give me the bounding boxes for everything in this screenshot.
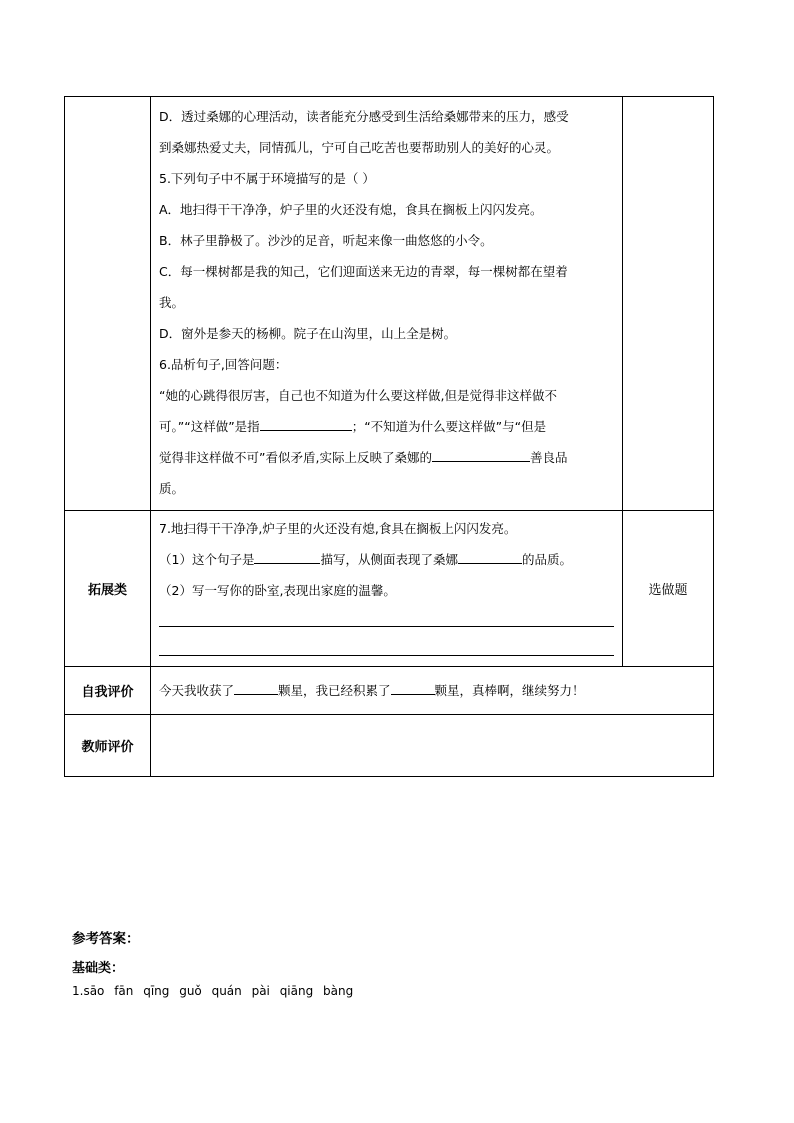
answer-blank[interactable] (254, 549, 320, 564)
table-row (65, 667, 714, 715)
text-line: 到桑娜热爱丈夫，同情孤儿，宁可自己吃苦也要帮助别人的美好的心灵。 (159, 140, 560, 155)
option-a: A．地扫得干干净净，炉子里的火还没有熄，食具在搁板上闪闪发亮。 (159, 202, 543, 217)
option-c: C．每一棵树都是我的知己，它们迎面送来无边的青翠，每一棵树都在望着 (159, 264, 568, 279)
writing-line[interactable] (159, 626, 614, 627)
category-label: 自我评价 (65, 667, 151, 715)
content-cell (151, 667, 714, 715)
answer-section (72, 928, 353, 1002)
category-label: 教师评价 (65, 715, 151, 777)
teacher-evaluation-cell[interactable] (151, 715, 714, 777)
answer-blank[interactable] (234, 680, 278, 695)
category-label: 拓展类 (65, 511, 151, 667)
quote-line: “她的心跳得很厉害，自己也不知道为什么要这样做,但是觉得非这样做不 (159, 388, 557, 403)
answer-blank[interactable] (260, 416, 352, 431)
q6-line-2: 可。”“这样做”是指 ；“不知道为什么要这样做”与“但是 (159, 411, 614, 442)
answer-item: 1.sāo fān qīng guǒ quán pài qiāng bàng (72, 984, 354, 998)
option-d: D．窗外是参天的杨柳。院子在山沟里，山上全是树。 (159, 326, 457, 341)
content-cell (151, 511, 623, 667)
note-cell-empty (623, 97, 714, 511)
writing-line[interactable] (159, 655, 614, 656)
answers-section-title: 基础类： (72, 961, 125, 976)
table-row (65, 511, 714, 667)
question-7: 7.地扫得干干净净,炉子里的火还没有熄,食具在搁板上闪闪发亮。 (159, 521, 517, 536)
q6-line-4: 质。 (159, 481, 185, 496)
content-cell (151, 97, 623, 511)
category-cell-empty (65, 97, 151, 511)
table-row (65, 715, 714, 777)
note-label: 选做题 (623, 511, 714, 667)
option-b: B．林子里静极了。沙沙的足音，听起来像一曲悠悠的小令。 (159, 233, 493, 248)
answers-heading: 参考答案： (72, 931, 140, 947)
answer-blank[interactable] (432, 447, 530, 462)
question-5: 5.下列句子中不属于环境描写的是（ ） (159, 171, 375, 186)
self-evaluation-text: 今天我收获了 颗星，我已经积累了 颗星，真棒啊，继续努力！ (159, 675, 705, 706)
table-row (65, 97, 714, 511)
q7-part-2: （2）写一写你的卧室,表现出家庭的温馨。 (159, 583, 396, 598)
worksheet-table (64, 96, 714, 777)
q6-line-3: 觉得非这样做不可”看似矛盾,实际上反映了桑娜的 善良品 (159, 442, 614, 473)
question-6: 6.品析句子,回答问题： (159, 357, 288, 372)
text-line: D．透过桑娜的心理活动，读者能充分感受到生活给桑娜带来的压力，感受 (159, 109, 569, 124)
q7-part-1: （1）这个句子是 描写，从侧面表现了桑娜 的品质。 (159, 544, 614, 575)
answer-blank[interactable] (458, 549, 522, 564)
answer-blank[interactable] (391, 680, 435, 695)
option-c-cont: 我。 (159, 295, 185, 310)
